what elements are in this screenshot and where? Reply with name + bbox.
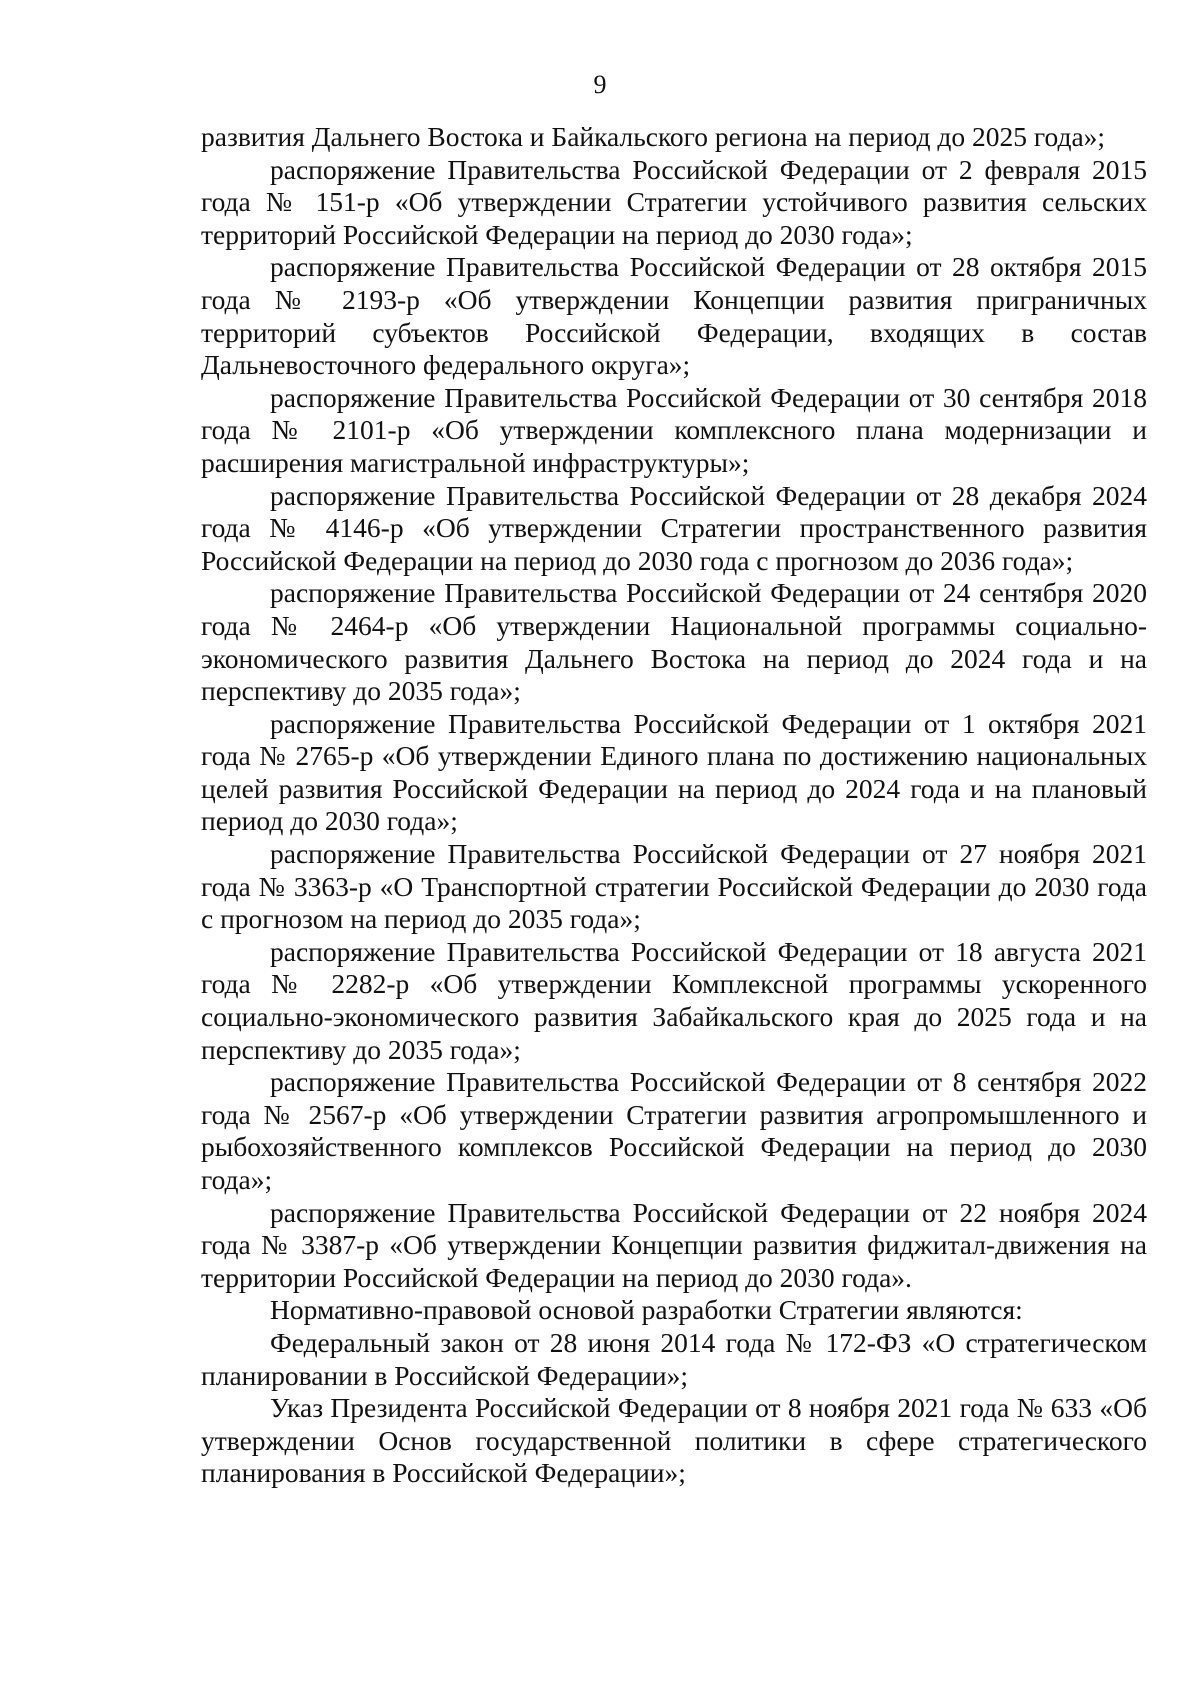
paragraph-order-2464-r: распоряжение Правительства Российской Федерации от 24 сентября 2020 года № 2464-р «Об утверждении Национальной программы социально-экономического развития Дальнего Востока на период до 2024 года и на перспективу до 2035 года»; [201,577,1147,707]
paragraph-order-2101-r: распоряжение Правительства Российской Федерации от 30 сентября 2018 года № 2101-р «Об утверждении комплексного плана модернизации и расширения магистральной инфраструктуры»; [201,381,1147,478]
paragraph-continuation: развития Дальнего Востока и Байкальского региона на период до 2025 года»; [201,121,1106,152]
paragraph-order-2193-r: распоряжение Правительства Российской Федерации от 28 октября 2015 года № 2193-р «Об утверждении Концепции развития приграничных территорий субъектов Российской Федерации, входящих в состав Дальневосточного федерального округа»; [201,251,1147,381]
paragraph-decree-633: Указ Президента Российской Федерации от 8 ноября 2021 года № 633 «Об утверждении Основ государственной политики в сфере стратегического планирования в Российской Федерации»; [201,1392,1147,1489]
paragraph-order-3387-r: распоряжение Правительства Российской Федерации от 22 ноября 2024 года № 3387-р «Об утверждении Концепции развития фиджитал-движения на территории Российской Федерации на период до 2030 года». [201,1196,1147,1293]
document-body [201,121,1147,1490]
paragraph-order-2765-r: распоряжение Правительства Российской Федерации от 1 октября 2021 года № 2765-р «Об утверждении Единого плана по достижению национальных целей развития Российской Федерации на период до 2024 года и на плановый период до 2030 года»; [201,707,1147,837]
paragraph-order-151-r: распоряжение Правительства Российской Федерации от 2 февраля 2015 года № 151-р «Об утверждении Стратегии устойчивого развития сельских территорий Российской Федерации на период до 2030 года»; [201,153,1147,250]
page-number: 9 [593,70,607,99]
paragraph-order-2282-r: распоряжение Правительства Российской Федерации от 18 августа 2021 года № 2282-р «Об утверждении Комплексной программы ускоренного социально-экономического развития Забайкальского края до 2025 года и на перспективу до 2035 года»; [201,935,1147,1065]
paragraph-order-2567-r: распоряжение Правительства Российской Федерации от 8 сентября 2022 года № 2567-р «Об утверждении Стратегии развития агропромышленного и рыбохозяйственного комплексов Российской Федерации на период до 2030 года»; [201,1066,1147,1195]
paragraph-order-3363-r: распоряжение Правительства Российской Федерации от 27 ноября 2021 года № 3363-р «О Транспортной стратегии Российской Федерации до 2030 года с прогнозом на период до 2035 года»; [201,838,1147,935]
paragraph-legal-basis-intro: Нормативно-правовой основой разработки Стратегии являются: [270,1294,1023,1326]
paragraph-order-4146-r: распоряжение Правительства Российской Федерации от 28 декабря 2024 года № 4146-р «Об утверждении Стратегии пространственного развития Российской Федерации на период до 2030 года с прогнозом до 2036 года»; [201,479,1147,576]
paragraph-federal-law-172-fz: Федеральный закон от 28 июня 2014 года № 172-ФЗ «О стратегическом планировании в Российской Федерации»; [201,1326,1147,1391]
